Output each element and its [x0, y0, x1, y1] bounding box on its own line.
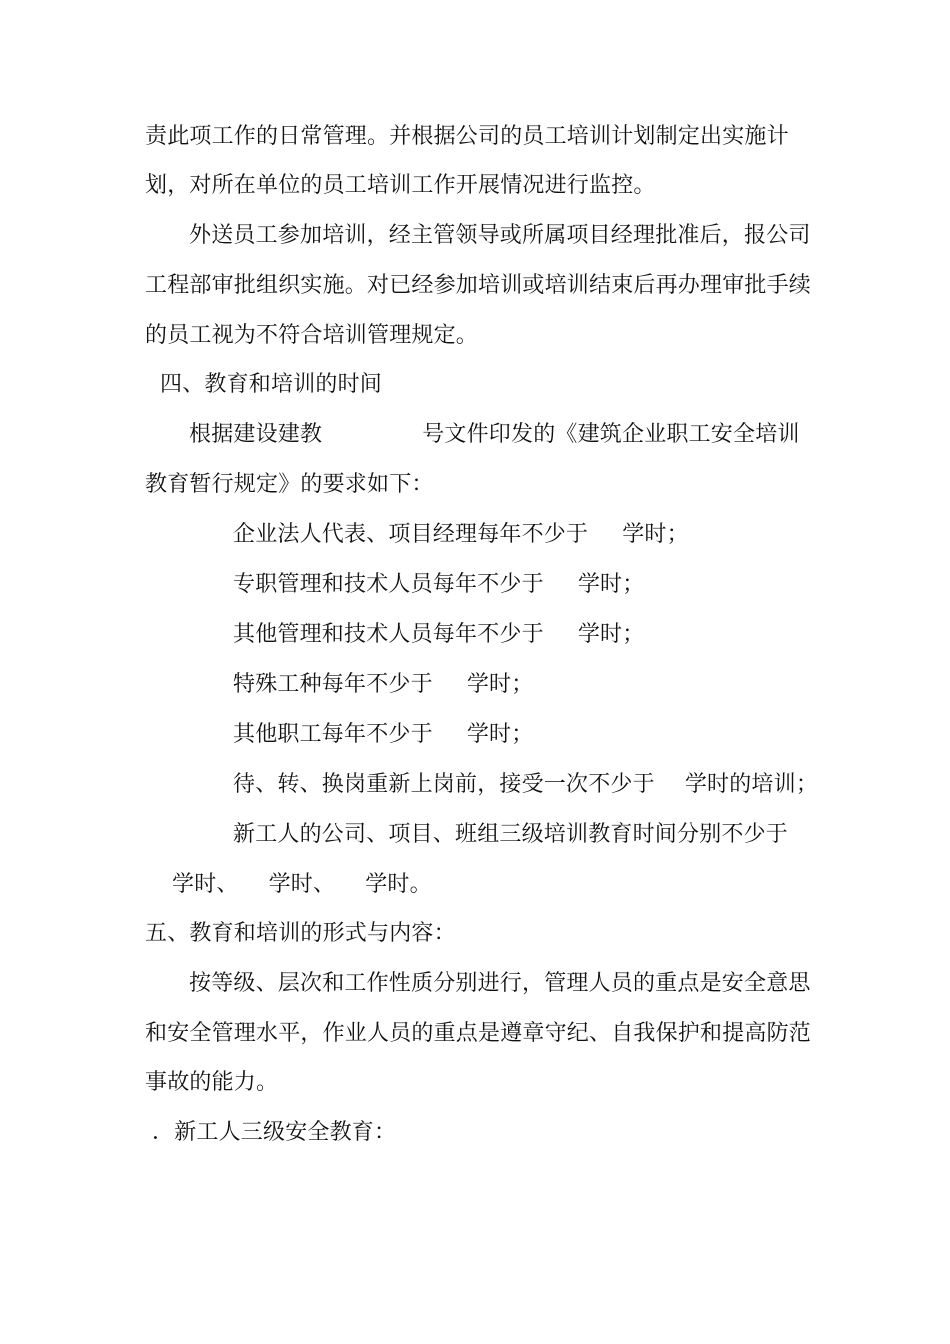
- rule-intro-line: [189, 420, 800, 450]
- rule-intro-part-a: 根据建设建教: [189, 422, 323, 447]
- paragraph-line: 责此项工作的日常管理。并根据公司的员工培训计划制定出实施计: [145, 124, 789, 149]
- list-item: [233, 670, 533, 700]
- unit-team: 学时。: [365, 872, 432, 897]
- unit-company: 学时、: [172, 872, 239, 897]
- paragraph-line: 事故的能力。: [145, 1070, 279, 1095]
- list-item-unit: 学时；: [577, 572, 645, 597]
- list-item-text: 企业法人代表、项目经理每年不少于: [233, 522, 589, 547]
- section-heading: 五、教育和培训的形式与内容：: [145, 921, 456, 946]
- new-worker-units: [172, 870, 432, 900]
- list-item-unit: 学时；: [622, 522, 689, 547]
- rule-intro-line: 教育暂行规定》的要求如下：: [145, 472, 434, 497]
- list-item: [233, 570, 644, 600]
- paragraph-line: 划，对所在单位的员工培训工作开展情况进行监控。: [145, 173, 656, 198]
- list-item-unit: 学时；: [466, 672, 534, 697]
- list-item-unit: 学时；: [577, 622, 645, 647]
- list-item-text: 其他管理和技术人员每年不少于: [233, 622, 544, 647]
- paragraph-line: 和安全管理水平，作业人员的重点是遵章守纪、自我保护和提高防范: [145, 1021, 812, 1046]
- rule-intro-part-b: 号文件印发的《建筑企业职工安全培训: [422, 422, 800, 447]
- list-item-unit: 学时的培训；: [684, 772, 819, 797]
- list-item-text: 其他职工每年不少于: [233, 722, 433, 747]
- section-heading: 四、教育和培训的时间: [160, 372, 383, 397]
- list-item: [233, 770, 818, 800]
- list-item: [233, 620, 644, 650]
- unit-project: 学时、: [268, 872, 336, 897]
- paragraph-line: 的员工视为不符合培训管理规定。: [145, 323, 479, 348]
- list-item-text: 特殊工种每年不少于: [233, 672, 433, 697]
- subheading: ．新工人三级安全教育：: [152, 1120, 397, 1145]
- paragraph-line: 按等级、层次和工作性质分别进行，管理人员的重点是安全意思: [189, 971, 811, 996]
- list-item-unit: 学时；: [466, 722, 534, 747]
- paragraph-line: 外送员工参加培训，经主管领导或所属项目经理批准后，报公司: [189, 223, 811, 248]
- paragraph-line: 工程部审批组织实施。对已经参加培训或培训结束后再办理审批手续: [145, 273, 812, 298]
- new-worker-line: 新工人的公司、项目、班组三级培训教育时间分别不少于: [233, 822, 789, 847]
- list-item-text: 专职管理和技术人员每年不少于: [233, 572, 544, 597]
- list-item-text: 待、转、换岗重新上岗前，接受一次不少于: [233, 772, 655, 797]
- list-item: [233, 520, 689, 550]
- list-item: [233, 720, 533, 750]
